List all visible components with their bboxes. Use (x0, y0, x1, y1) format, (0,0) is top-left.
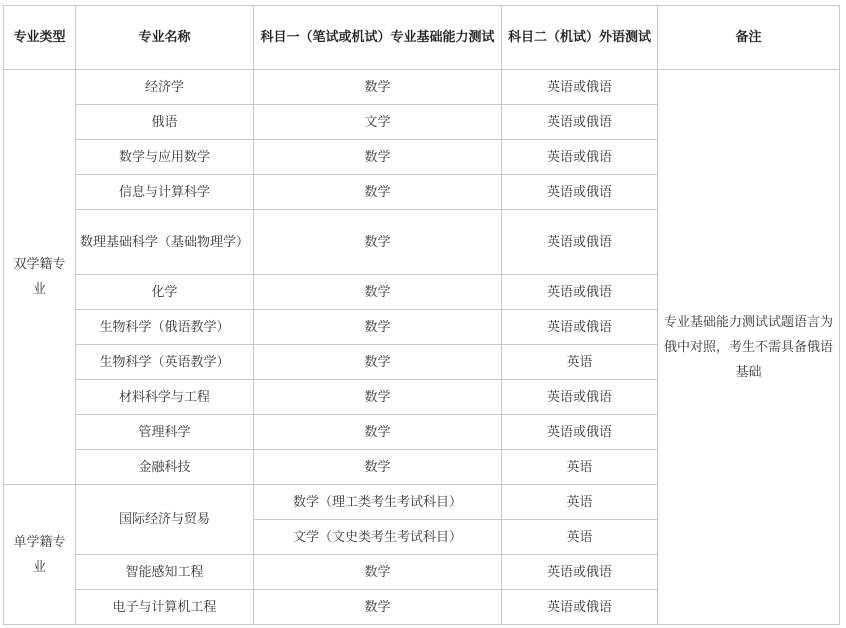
subject2-cell: 英语 (502, 450, 658, 485)
subject1-cell: 数学 (254, 310, 502, 345)
subject2-cell: 英语 (502, 345, 658, 380)
subject1-cell: 数学 (254, 175, 502, 210)
major-name: 生物科学（俄语教学） (76, 310, 254, 345)
exam-subjects-table (3, 5, 840, 625)
subject2-cell: 英语或俄语 (502, 310, 658, 345)
major-name: 数理基础科学（基础物理学） (76, 210, 254, 275)
subject1-cell: 数学 (254, 210, 502, 275)
header-subject2: 科目二（机试）外语测试 (502, 6, 658, 70)
remark-cell: 专业基础能力测试试题语言为俄中对照，考生不需具备俄语基础 (658, 70, 840, 625)
header-remark: 备注 (658, 6, 840, 70)
major-name: 经济学 (76, 70, 254, 105)
major-name: 管理科学 (76, 415, 254, 450)
major-name: 国际经济与贸易 (76, 485, 254, 555)
subject2-cell: 英语 (502, 520, 658, 555)
subject2-cell: 英语或俄语 (502, 210, 658, 275)
subject1-cell: 数学 (254, 415, 502, 450)
subject2-cell: 英语或俄语 (502, 380, 658, 415)
subject1-cell: 文学 (254, 105, 502, 140)
header-subject1: 科目一（笔试或机试）专业基础能力测试 (254, 6, 502, 70)
header-row (4, 6, 840, 70)
subject1-cell: 数学 (254, 555, 502, 590)
subject2-cell: 英语 (502, 485, 658, 520)
major-name: 化学 (76, 275, 254, 310)
subject1-cell: 数学 (254, 380, 502, 415)
subject1-cell: 数学 (254, 450, 502, 485)
group-type-double: 双学籍专业 (4, 70, 76, 485)
header-type: 专业类型 (4, 6, 76, 70)
subject1-cell: 数学（理工类考生考试科目） (254, 485, 502, 520)
major-name: 智能感知工程 (76, 555, 254, 590)
subject2-cell: 英语或俄语 (502, 555, 658, 590)
table-row (4, 70, 840, 105)
subject2-cell: 英语或俄语 (502, 275, 658, 310)
major-name: 材料科学与工程 (76, 380, 254, 415)
subject2-cell: 英语或俄语 (502, 140, 658, 175)
major-name: 数学与应用数学 (76, 140, 254, 175)
major-name: 金融科技 (76, 450, 254, 485)
subject1-cell: 数学 (254, 275, 502, 310)
subject1-cell: 数学 (254, 590, 502, 625)
subject2-cell: 英语或俄语 (502, 590, 658, 625)
major-name: 俄语 (76, 105, 254, 140)
major-name: 生物科学（英语教学） (76, 345, 254, 380)
major-name: 信息与计算科学 (76, 175, 254, 210)
subject2-cell: 英语或俄语 (502, 175, 658, 210)
subject1-cell: 数学 (254, 345, 502, 380)
subject2-cell: 英语或俄语 (502, 70, 658, 105)
subject1-cell: 数学 (254, 140, 502, 175)
group-type-single: 单学籍专业 (4, 485, 76, 625)
major-name: 电子与计算机工程 (76, 590, 254, 625)
subject2-cell: 英语或俄语 (502, 415, 658, 450)
subject1-cell: 文学（文史类考生考试科目） (254, 520, 502, 555)
subject1-cell: 数学 (254, 70, 502, 105)
header-name: 专业名称 (76, 6, 254, 70)
subject2-cell: 英语或俄语 (502, 105, 658, 140)
